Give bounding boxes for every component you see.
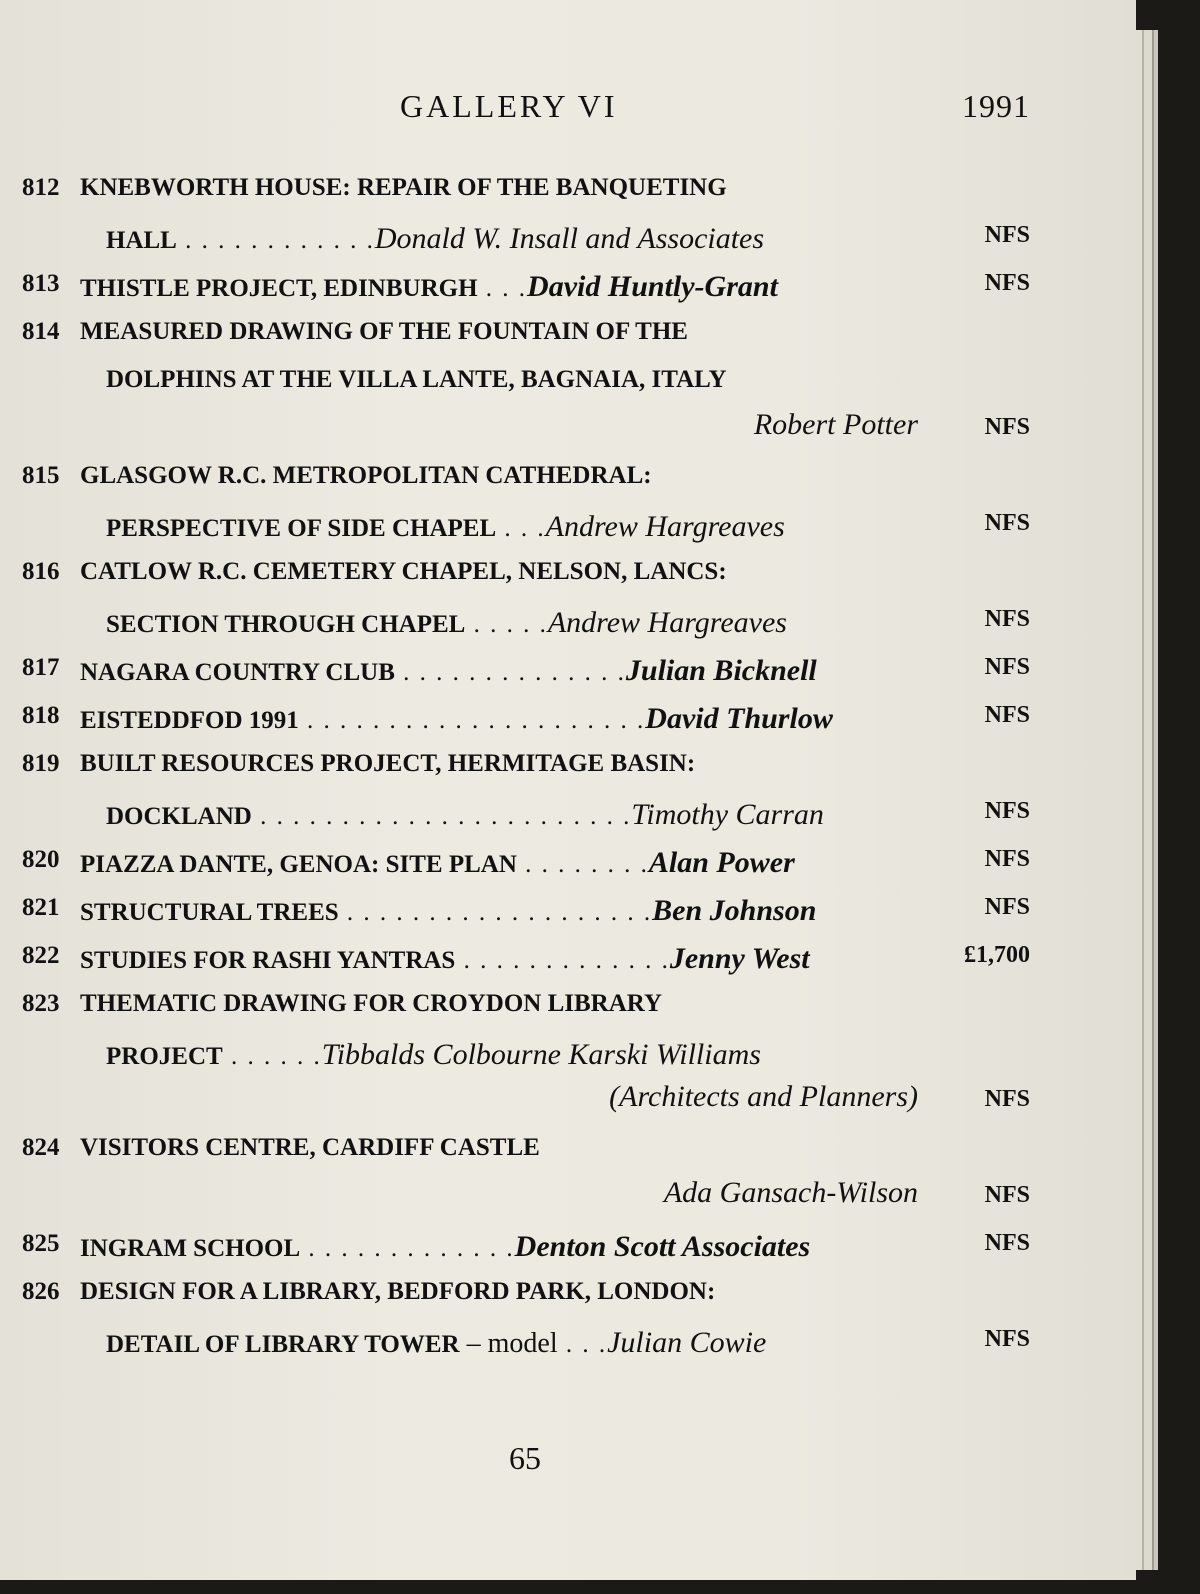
entry-price: NFS <box>984 702 1030 728</box>
entry-continuation <box>22 216 1030 256</box>
entry-number: 818 <box>22 702 60 729</box>
entry-title-cont: PERSPECTIVE OF SIDE CHAPEL <box>106 515 497 542</box>
leader-dots: . . . . . . . . . . . . . <box>300 1235 515 1262</box>
catalogue-entry-821 <box>22 888 1030 928</box>
entry-title-cont: SECTION THROUGH CHAPEL <box>106 611 466 638</box>
entry-number: 814 <box>22 318 60 345</box>
entry-artist-line <box>22 408 1030 448</box>
entry-price: £1,700 <box>964 942 1030 968</box>
entry-title: NAGARA COUNTRY CLUB <box>80 659 395 686</box>
entry-price: NFS <box>984 1230 1030 1256</box>
entry-artist: Denton Scott Associates <box>514 1230 811 1263</box>
leader-dots: . . . . . . . . <box>516 851 649 878</box>
leader-dots: . . . . . . . . . . . . . . . . . . . . . . . <box>251 803 632 830</box>
catalogue-entry-826 <box>22 1272 1030 1312</box>
entry-title-cont: DETAIL OF LIBRARY TOWER <box>106 1331 460 1358</box>
entry-number: 813 <box>22 270 60 297</box>
catalogue-entry-820 <box>22 840 1030 880</box>
catalogue-entry-819 <box>22 744 1030 784</box>
entry-continuation <box>22 792 1030 832</box>
entry-title: VISITORS CENTRE, CARDIFF CASTLE <box>80 1134 540 1161</box>
gallery-title: GALLERY VI <box>400 88 618 124</box>
catalogue-entry-816 <box>22 552 1030 592</box>
entry-title: THEMATIC DRAWING FOR CROYDON LIBRARY <box>80 990 663 1017</box>
entry-price: NFS <box>984 510 1030 536</box>
entry-title: STUDIES FOR RASHI YANTRAS <box>80 947 456 974</box>
entry-number: 816 <box>22 558 60 585</box>
leader-dots: . . . . . . <box>222 1043 322 1070</box>
entry-title: EISTEDDFOD 1991 <box>80 707 299 734</box>
catalogue-entry-815 <box>22 456 1030 496</box>
entry-title: THISTLE PROJECT, EDINBURGH <box>80 275 478 302</box>
entry-number: 821 <box>22 894 60 921</box>
catalogue-entry-825 <box>22 1224 1030 1264</box>
entry-artist: Ada Gansach-Wilson <box>663 1176 918 1209</box>
entry-artist-line <box>22 1080 1030 1120</box>
entry-title: KNEBWORTH HOUSE: REPAIR OF THE BANQUETING <box>80 174 727 201</box>
header-year: 1991 <box>962 88 1030 124</box>
leader-dots: . . . . . . . . . . . . . . . . . . . <box>338 899 653 926</box>
entry-continuation <box>22 360 1030 400</box>
catalogue-entry-823 <box>22 984 1030 1024</box>
catalogue-entry-818 <box>22 696 1030 736</box>
entry-title-cont: HALL <box>106 227 177 254</box>
entry-artist: Alan Power <box>648 846 795 879</box>
entry-price: NFS <box>984 606 1030 632</box>
leader-dots: . . . . . . . . . . . . . . . . . . . . . <box>298 707 646 734</box>
entry-title: PIAZZA DANTE, GENOA: SITE PLAN <box>80 851 517 878</box>
entry-artist-line <box>22 1176 1030 1216</box>
entry-artist-cont: (Architects and Planners) <box>609 1080 918 1113</box>
entry-price: NFS <box>984 414 1030 440</box>
entry-artist: Ben Johnson <box>652 894 817 927</box>
leader-dots: . . . <box>477 275 528 302</box>
entry-title: MEASURED DRAWING OF THE FOUNTAIN OF THE <box>80 318 688 345</box>
entry-price: NFS <box>984 1326 1030 1352</box>
entry-price: NFS <box>984 798 1030 824</box>
entry-number: 820 <box>22 846 60 873</box>
entry-price: NFS <box>984 1086 1030 1112</box>
entry-price: NFS <box>984 222 1030 248</box>
entry-title: STRUCTURAL TREES <box>80 899 339 926</box>
entry-continuation <box>22 504 1030 544</box>
entry-number: 826 <box>22 1278 60 1305</box>
entry-artist: David Thurlow <box>645 702 833 735</box>
page-number: 65 <box>509 1440 541 1476</box>
entry-artist: Jenny West <box>669 942 810 975</box>
entry-title: INGRAM SCHOOL <box>80 1235 301 1262</box>
entry-number: 817 <box>22 654 60 681</box>
entry-artist: David Huntly-Grant <box>527 270 778 303</box>
entry-continuation <box>22 600 1030 640</box>
entry-number: 823 <box>22 990 60 1017</box>
entry-price: NFS <box>984 846 1030 872</box>
leader-dots: . . . . . . . . . . . . . . <box>394 659 626 686</box>
leader-dots: . . . . . . . . . . . . <box>176 227 375 254</box>
entry-number: 812 <box>22 174 60 201</box>
entry-artist: Julian Cowie <box>607 1326 767 1359</box>
entry-number: 822 <box>22 942 60 969</box>
entry-title: DESIGN FOR A LIBRARY, BEDFORD PARK, LONDON: <box>80 1278 716 1305</box>
entry-title: CATLOW R.C. CEMETERY CHAPEL, NELSON, LANCS: <box>80 558 727 585</box>
catalogue-entry-812 <box>22 168 1030 208</box>
entry-price: NFS <box>984 1182 1030 1208</box>
entry-medium: – model <box>459 1328 558 1359</box>
entry-price: NFS <box>984 894 1030 920</box>
leader-dots: . . . . . <box>465 611 548 638</box>
entry-number: 815 <box>22 462 60 489</box>
entry-artist: Robert Potter <box>753 408 918 441</box>
entry-title: GLASGOW R.C. METROPOLITAN CATHEDRAL: <box>80 462 652 489</box>
entry-artist: Julian Bicknell <box>625 654 817 687</box>
entry-number: 819 <box>22 750 60 777</box>
leader-dots: . . . <box>557 1331 608 1358</box>
catalogue-entry-814 <box>22 312 1030 352</box>
entry-number: 825 <box>22 1230 60 1257</box>
entry-artist: Tibbalds Colbourne Karski Williams <box>321 1038 761 1071</box>
leader-dots: . . . <box>496 515 546 542</box>
leader-dots: . . . . . . . . . . . . . <box>455 947 670 974</box>
entry-price: NFS <box>984 270 1030 296</box>
page-header <box>0 88 1136 132</box>
entry-title-cont: DOCKLAND <box>106 803 252 830</box>
entry-title-cont: PROJECT <box>106 1043 223 1070</box>
catalogue-entry-817 <box>22 648 1030 688</box>
entry-title: BUILT RESOURCES PROJECT, HERMITAGE BASIN: <box>80 750 696 777</box>
entry-artist: Andrew Hargreaves <box>547 606 787 639</box>
entry-title-cont: DOLPHINS AT THE VILLA LANTE, BAGNAIA, ITALY <box>106 366 727 393</box>
entry-continuation <box>22 1320 1030 1360</box>
catalogue-entry-824 <box>22 1128 1030 1168</box>
catalogue-entry-813 <box>22 264 1030 304</box>
entry-artist: Donald W. Insall and Associates <box>374 222 765 255</box>
entry-artist: Timothy Carran <box>631 798 824 831</box>
entry-artist: Andrew Hargreaves <box>545 510 785 543</box>
entry-continuation <box>22 1032 1030 1072</box>
entry-number: 824 <box>22 1134 60 1161</box>
catalogue-entry-822 <box>22 936 1030 976</box>
entry-price: NFS <box>984 654 1030 680</box>
